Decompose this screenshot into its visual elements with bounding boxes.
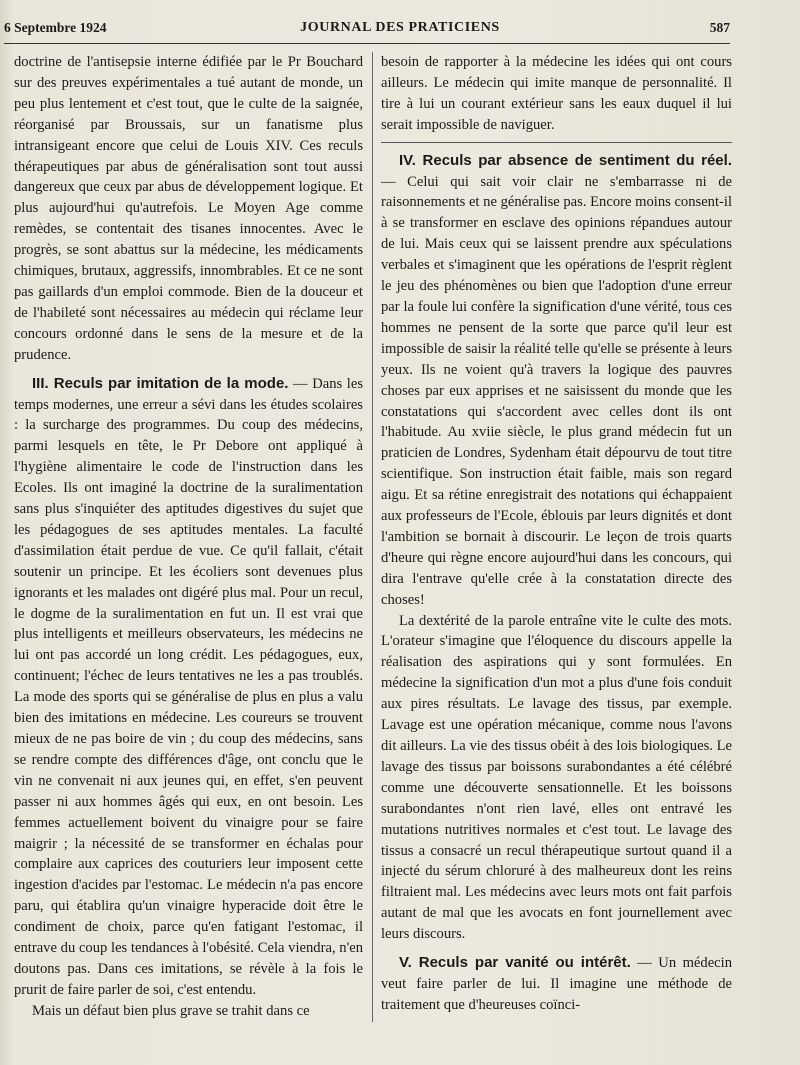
header-date: 6 Septembre 1924 <box>4 20 107 35</box>
left-column <box>14 52 363 1022</box>
section-iii-paragraph-2: Mais un défaut bien plus grave se trahit dans ce <box>32 1002 310 1019</box>
section-iii-dash: — <box>288 375 313 392</box>
section-v-dash: — <box>630 955 659 972</box>
section-iv-paragraph-2: La dextérité de la parole entraîne vite le culte des mots. L'orateur s'imagine que l'éloquence du discours appelle la réalisation des aspirations qui y sont formulées. En médecine la signification d'un mot a plus d'une fois conduit aux pires résultats. Le lavage des tissus, par exemple. Lavage est une opération mécanique, comme nous l'avons dit ailleurs. La vie des tissus obéit à des lois biologiques. Le lavage des tissus par boissons surabondantes a été célébré comme une découverte sensationnelle. Et les boissons surabondantes n'ont rien lavé, elles ont entravé les mutations nutritives normales et c'est tout. Le lavage des tissus a consacré un recul thérapeutique surtout quand il a injecté du sérum chloruré à des malheureux dont les reins filtraient mal. Les médecins avec leurs mots ont fait parfois autant de mal que les avocats en font journellement avec leurs discours. <box>381 612 732 943</box>
section-separator <box>381 142 732 143</box>
right-column <box>381 52 732 1016</box>
section-iv-text: Celui qui sait voir clair ne s'embarrasse ni de raisonnements et ne généralise pas. Encore moins consent-il à se transformer en esclave des opinions répandues autour de lui. Mais ceux qui se laissent prendre aux spéculations verbales et s'imaginent que les opérations de l'esprit règlent le jeu des phénomènes ou bien que l'adoption d'une erreur par la foule lui confère la signification d'une vérité, tous ces hommes ne pensent de la sorte que parce qu'il leur est impossible de saisir la réalité telle qu'elle se présente à leurs yeux. Ils ne voient qu'à travers la logique des pauvres choses par eux apprises et ne saisissent du monde que les constatations qui s'accordent avec celles dont ils ont l'habitude. Au xviie siècle, le plus grand médecin fut un praticien de Londres, Sydenham était dépourvu de tout titre scientifique. Son instruction était faible, mais son regard aigu. Et sa rétine enregistrait des notations qui échappaient aux professeurs de l'Ecole, éblouis par leurs dignités et dont l'ambition se bornait à discourir. Le leçon de trois quarts d'heure qui règne encore aujourd'hui dans les concours, qui dira l'entrave qu'elle crée à la constatation directe des choses! <box>381 173 732 608</box>
header-rule <box>4 43 730 44</box>
section-v-title: V. Reculs par vanité ou intérêt. <box>399 954 631 972</box>
section-iv-paragraph <box>381 151 732 611</box>
section-iii <box>14 374 363 1022</box>
section-v <box>381 953 732 1016</box>
page-number: 587 <box>709 20 730 35</box>
section-iii-text: Dans les temps modernes, une erreur a sévi dans les études scolaires : la surcharge des programmes. Du coup des médecins, parmi lesquels en tête, le Pr Debore ont appliqué à l'hygiène alimentaire le code de l'instruction dans les Ecoles. Ils ont imaginé la doctrine de la suralimentation sans plus s'inquiéter des aptitudes digestives du sujet que les pédagogues de ses aptitudes mentales. La faculté d'assimilation était perdue de vue. Ce qu'il fallait, c'était soutenir un principe. Et les écoliers sont devenues plus ignorants et les malades ont digéré plus mal. Pour un recul, le dogme de la suralimentation en fut un. Il est vrai que plus intelligents et meilleurs observateurs, les médecins ne lui ont pas accordé un long crédit. Les pédagogues, eux, continuent; l'échec de leurs tentatives ne les a pas troublés. La mode des sports qui se généralise de plus en plus a valu bien des imitations en médecine. Les coureurs se trouvent mieux de ne pas boire de vin ; du coup des médecins, sans se rendre compte des différences d'âge, ont conclu que le vin ne convenait ni aux jeunes qui, en effet, s'en peuvent passer ni aux hommes âgés qui eux, en ont besoin. Les femmes actuellement boivent du vinaigre pour se faire maigrir ; la nécessité de se transformer en échalas pour complaire aux caprices des couturiers leur imposent cette ingestion d'acides par l'estomac. Le médecin n'a pas encore paru, qui établira qu'un vinaigre hyperacide doit être le condiment de choix, parce qu'en fatigant l'estomac, il entrave du coup les tendances à l'obésité. Cela viendra, n'en doutons pas. Dans ces imitations, se révèle à la fois le prurit de faire parler de soi, c'est entendu. <box>14 375 363 998</box>
section-v-text: Un médecin veut faire parler de lui. Il imagine une méthode de traitement que d'heureuses coïnci- <box>381 955 733 1013</box>
column-divider <box>372 52 373 1022</box>
section-iv <box>381 151 732 945</box>
journal-title: JOURNAL DES PRATICIENS <box>300 20 500 35</box>
paragraph-intro-right: besoin de rapporter à la médecine les idées qui ont cours ailleurs. Le médecin qui imite manque de personnalité. Il tire à lui un courant extérieur sans les eaux duquel il lui serait impossible de naviguer. <box>381 54 732 133</box>
section-iii-paragraph <box>14 374 363 1001</box>
paragraph-intro-left: doctrine de l'antisepsie interne édifiée par le Pr Bouchard sur des preuves expérimentales a tué autant de monde, un peu plus lentement et c'est tout, que le culte de la saignée, réorganisé par Broussais, sur un fanatisme plus intransigeant encore que celui de Louis XIV. Ces reculs thérapeutiques par abus de généralisation sont tout aussi dangereux que ceux par abus de développement logique. Et plus aujourd'hui qu'autrefois. Le Moyen Age comme remèdes, se contentait des tisanes innocentes. Avec le progrès, se sont abattus sur la médecine, les médicaments chimiques, brutaux, aggressifs, innombrables. Et ce ne sont pas gaillards d'un emploi commode. Bien de la douceur et de l'habileté sont nécessaires au médecin qui réclame leur concours ordonné dans le sens de la mesure et de la prudence. <box>14 54 363 363</box>
page-header <box>0 18 800 40</box>
section-iv-dash: — <box>381 173 408 190</box>
section-iv-title: IV. Reculs par absence de sentiment du réel. <box>399 151 732 169</box>
section-v-paragraph <box>381 953 732 1016</box>
section-iii-title: III. Reculs par imitation de la mode. <box>32 374 289 392</box>
